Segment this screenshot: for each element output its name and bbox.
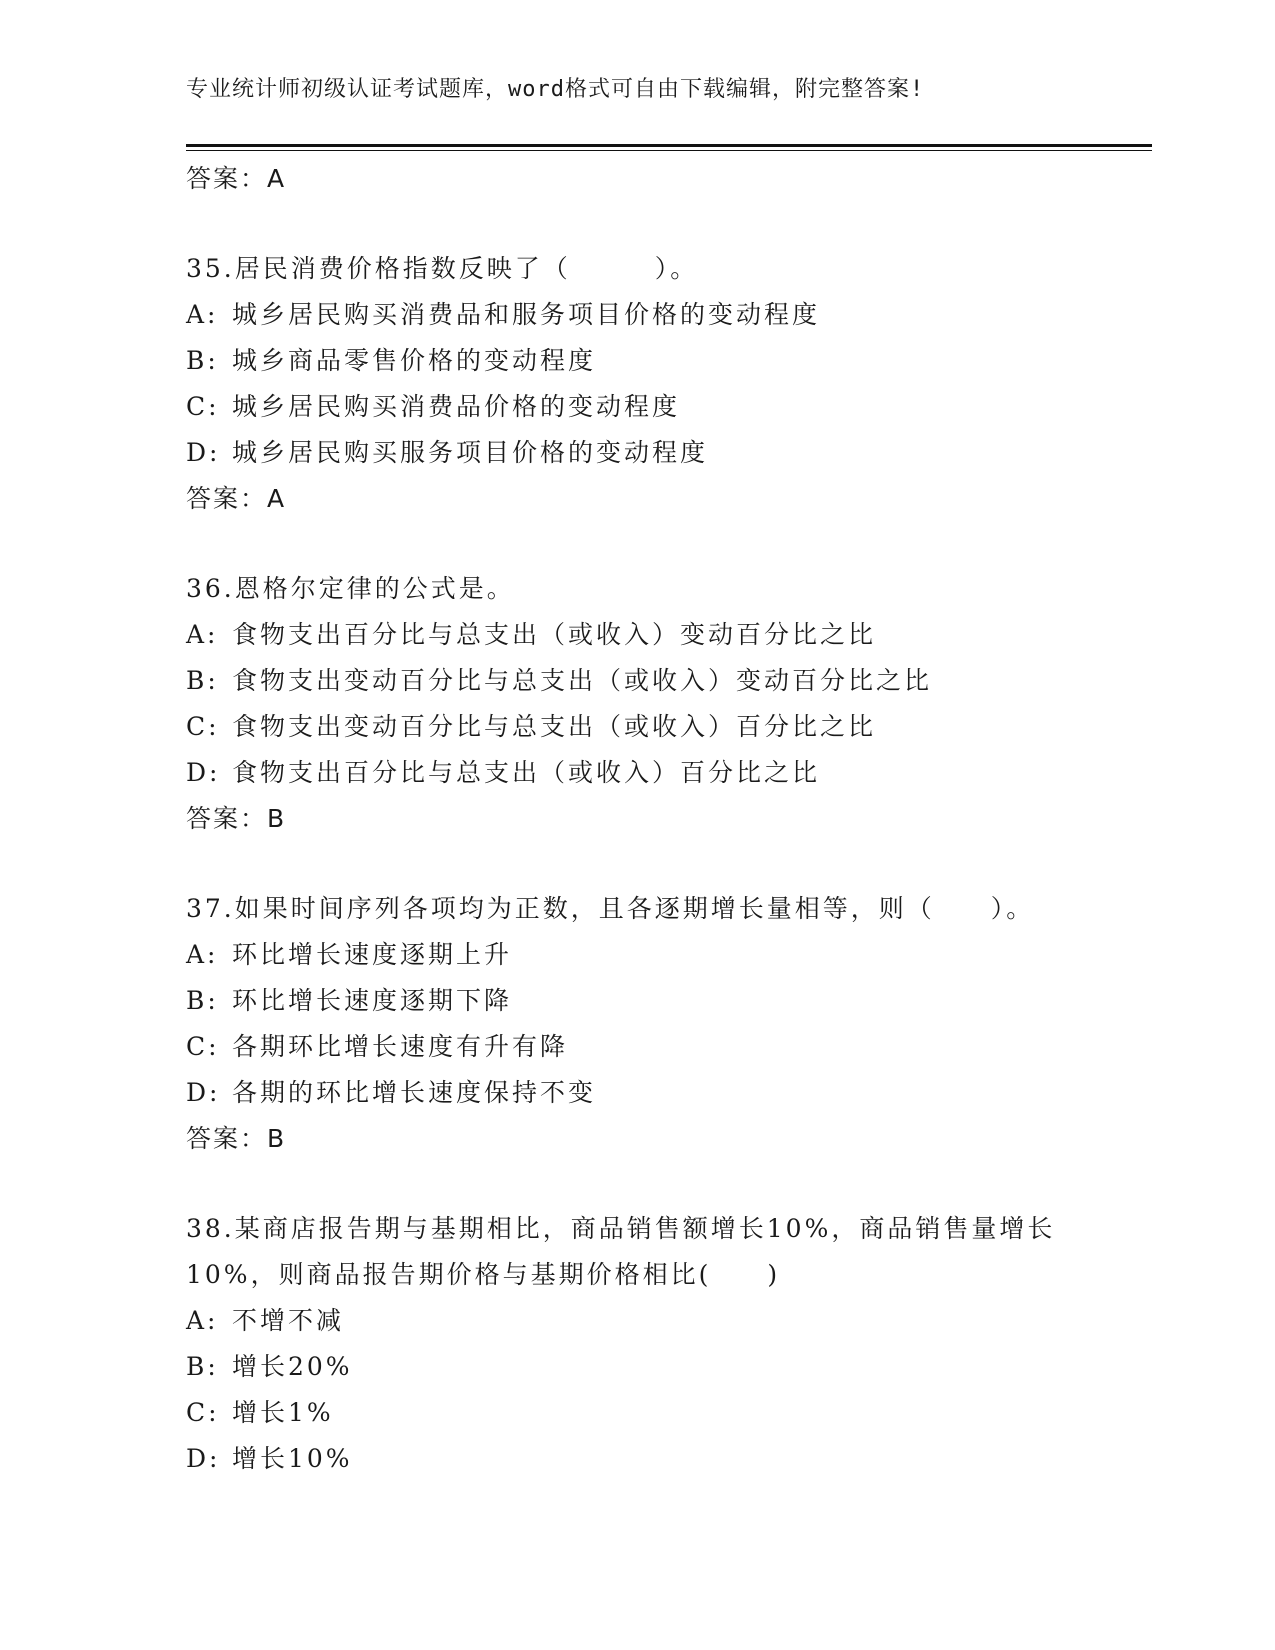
question-list [186,156,1152,1482]
option-letter: C: [186,1032,220,1061]
option-text: 增长1% [232,1398,334,1427]
option-text: 食物支出变动百分比与总支出（或收入）百分比之比 [232,712,877,741]
option-letter: B: [186,1352,219,1381]
option-letter: B: [186,666,219,695]
option-text: 城乡商品零售价格的变动程度 [232,346,597,375]
option-letter: D: [186,438,221,467]
option-letter: C: [186,712,220,741]
option-letter: B: [186,986,219,1015]
question-35 [186,246,1152,522]
option-text: 各期环比增长速度有升有降 [232,1032,569,1061]
option-text: 增长20% [232,1352,353,1381]
option-text: 环比增长速度逐期下降 [232,986,513,1015]
spacer [186,522,1152,566]
spacer [186,842,1152,886]
question-36 [186,566,1152,842]
question-stem: 35.居民消费价格指数反映了（ ）。 [186,254,699,283]
option-text: 环比增长速度逐期上升 [232,940,513,969]
option-a [186,292,1152,338]
option-text: 食物支出百分比与总支出（或收入）百分比之比 [232,758,821,787]
option-text: 各期的环比增长速度保持不变 [232,1078,597,1107]
option-c [186,1390,1152,1436]
answer-line: 答案：B [186,804,287,833]
option-letter: D: [186,1444,221,1473]
option-letter: D: [186,758,221,787]
header-rule-thick [186,144,1152,147]
answer-line: 答案：B [186,1124,287,1153]
option-text: 城乡居民购买消费品和服务项目价格的变动程度 [232,300,821,329]
option-letter: C: [186,392,220,421]
option-a [186,612,1152,658]
header-rule-thin [186,150,1152,151]
question-stem-line-1: 38.某商店报告期与基期相比，商品销售额增长10%，商品销售量增长 [186,1214,1056,1243]
question-stem: 36.恩格尔定律的公式是。 [186,574,515,603]
option-c [186,704,1152,750]
option-d [186,1070,1152,1116]
spacer [186,1162,1152,1206]
option-d [186,750,1152,796]
option-text: 食物支出百分比与总支出（或收入）变动百分比之比 [232,620,877,649]
option-text: 食物支出变动百分比与总支出（或收入）变动百分比之比 [232,666,933,695]
question-38 [186,1206,1152,1482]
spacer [186,202,1152,246]
option-letter: A: [186,300,219,329]
option-d [186,430,1152,476]
option-a [186,932,1152,978]
answer-line: 答案：A [186,484,287,513]
previous-answer: 答案：A [186,164,287,193]
option-letter: A: [186,1306,219,1335]
option-c [186,384,1152,430]
option-b [186,658,1152,704]
option-text: 增长10% [232,1444,353,1473]
question-37 [186,886,1152,1162]
option-text: 城乡居民购买服务项目价格的变动程度 [232,438,709,467]
option-b [186,338,1152,384]
question-stem-line-2: 10%，则商品报告期价格与基期价格相比( ) [186,1260,781,1289]
option-b [186,1344,1152,1390]
option-letter: A: [186,620,219,649]
option-letter: B: [186,346,219,375]
option-a [186,1298,1152,1344]
option-text: 城乡居民购买消费品价格的变动程度 [232,392,681,421]
option-c [186,1024,1152,1070]
option-letter: C: [186,1398,220,1427]
option-d [186,1436,1152,1482]
option-letter: D: [186,1078,221,1107]
option-letter: A: [186,940,219,969]
option-text: 不增不减 [232,1306,345,1335]
option-b [186,978,1152,1024]
page-header: 专业统计师初级认证考试题库，word格式可自由下载编辑，附完整答案! [186,77,925,102]
question-stem: 37.如果时间序列各项均为正数，且各逐期增长量相等，则（ ）。 [186,894,1035,923]
